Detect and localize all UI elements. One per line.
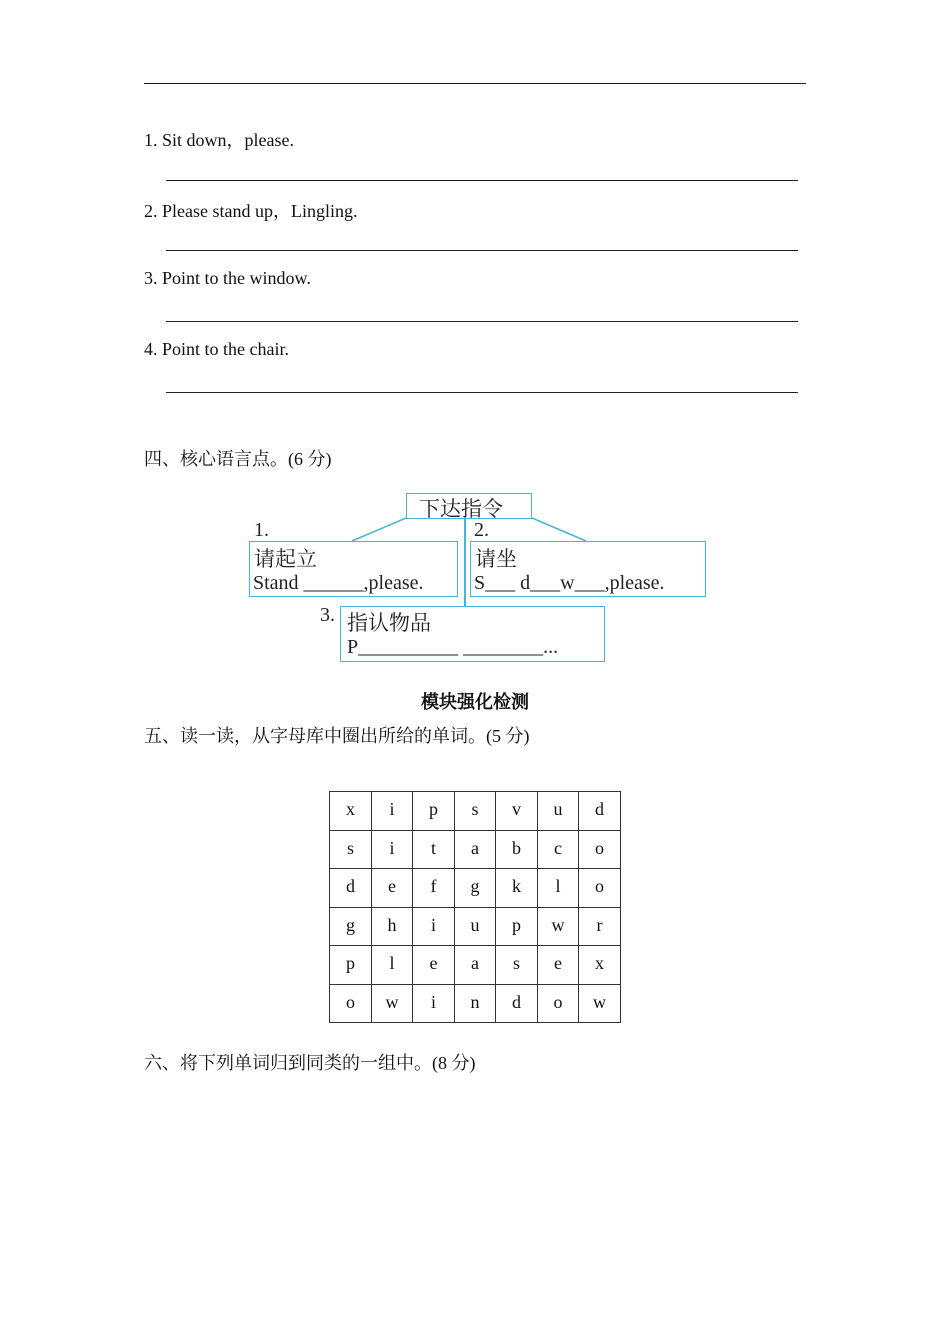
grid-cell[interactable]: d (496, 984, 538, 1023)
letter-grid (329, 791, 621, 1023)
top-rule (144, 83, 806, 84)
grid-cell[interactable]: w (579, 984, 621, 1023)
grid-cell[interactable]: t (413, 830, 455, 869)
section-6-heading: 六、将下列单词归到同类的一组中。(8 分) (144, 1053, 476, 1073)
grid-cell[interactable]: g (455, 869, 496, 908)
grid-cell[interactable]: l (538, 869, 579, 908)
grid-row (330, 946, 621, 985)
grid-cell[interactable]: o (330, 984, 372, 1023)
grid-cell[interactable]: c (538, 830, 579, 869)
grid-row (330, 792, 621, 831)
branch-2-english: S___ d___w___,please. (474, 572, 665, 594)
branch-3-english: P__________ ________... (347, 636, 559, 658)
grid-cell[interactable]: v (496, 792, 538, 831)
answer-line-3[interactable] (166, 321, 798, 322)
grid-cell[interactable]: e (538, 946, 579, 985)
answer-line-1[interactable] (166, 180, 798, 181)
grid-cell[interactable]: o (538, 984, 579, 1023)
section-5-heading: 五、读一读，从字母库中圈出所给的单词。(5 分) (144, 726, 530, 746)
grid-cell[interactable]: d (330, 869, 372, 908)
grid-cell[interactable]: i (413, 984, 455, 1023)
question-3: 3. Point to the window. (144, 268, 311, 288)
answer-line-4[interactable] (166, 392, 798, 393)
grid-cell[interactable]: f (413, 869, 455, 908)
grid-cell[interactable]: k (496, 869, 538, 908)
grid-cell[interactable]: i (372, 830, 413, 869)
branch-2-box (470, 541, 706, 597)
branch-1-chinese: 请起立 (254, 547, 317, 571)
grid-cell[interactable]: i (372, 792, 413, 831)
branch-3-chinese: 指认物品 (347, 611, 431, 635)
branch-1-number: 1. (254, 519, 269, 541)
grid-cell[interactable]: e (413, 946, 455, 985)
connector-right (532, 518, 586, 541)
grid-cell[interactable]: i (413, 907, 455, 946)
grid-cell[interactable]: e (372, 869, 413, 908)
command-diagram (240, 488, 720, 668)
grid-row (330, 907, 621, 946)
grid-cell[interactable]: p (330, 946, 372, 985)
grid-row (330, 984, 621, 1023)
question-1: 1. Sit down，please. (144, 130, 294, 150)
grid-cell[interactable]: g (330, 907, 372, 946)
root-box (406, 493, 532, 519)
module-title: 模块强化检测 (421, 692, 529, 712)
grid-cell[interactable]: u (538, 792, 579, 831)
grid-cell[interactable]: d (579, 792, 621, 831)
grid-cell[interactable]: x (330, 792, 372, 831)
question-2: 2. Please stand up，Lingling. (144, 201, 358, 221)
grid-cell[interactable]: n (455, 984, 496, 1023)
section-4-heading: 四、核心语言点。(6 分) (144, 449, 332, 469)
grid-cell[interactable]: x (579, 946, 621, 985)
grid-cell[interactable]: a (455, 946, 496, 985)
grid-cell[interactable]: p (413, 792, 455, 831)
grid-cell[interactable]: l (372, 946, 413, 985)
question-4: 4. Point to the chair. (144, 339, 289, 359)
branch-2-chinese: 请坐 (475, 547, 517, 571)
grid-cell[interactable]: o (579, 869, 621, 908)
grid-cell[interactable]: u (455, 907, 496, 946)
answer-line-2[interactable] (166, 250, 798, 251)
branch-1-box (249, 541, 458, 597)
branch-3-number: 3. (320, 604, 335, 626)
grid-cell[interactable]: p (496, 907, 538, 946)
grid-cell[interactable]: a (455, 830, 496, 869)
grid-cell[interactable]: w (372, 984, 413, 1023)
grid-cell[interactable]: b (496, 830, 538, 869)
grid-cell[interactable]: s (496, 946, 538, 985)
grid-cell[interactable]: o (579, 830, 621, 869)
branch-3-box (340, 606, 605, 662)
connector-left (352, 518, 406, 541)
grid-cell[interactable]: w (538, 907, 579, 946)
grid-cell[interactable]: r (579, 907, 621, 946)
branch-1-english: Stand ______,please. (253, 572, 424, 594)
grid-cell[interactable]: s (330, 830, 372, 869)
grid-row (330, 869, 621, 908)
grid-cell[interactable]: s (455, 792, 496, 831)
grid-cell[interactable]: h (372, 907, 413, 946)
branch-2-number: 2. (474, 519, 489, 541)
root-label: 下达指令 (419, 497, 503, 521)
grid-row (330, 830, 621, 869)
